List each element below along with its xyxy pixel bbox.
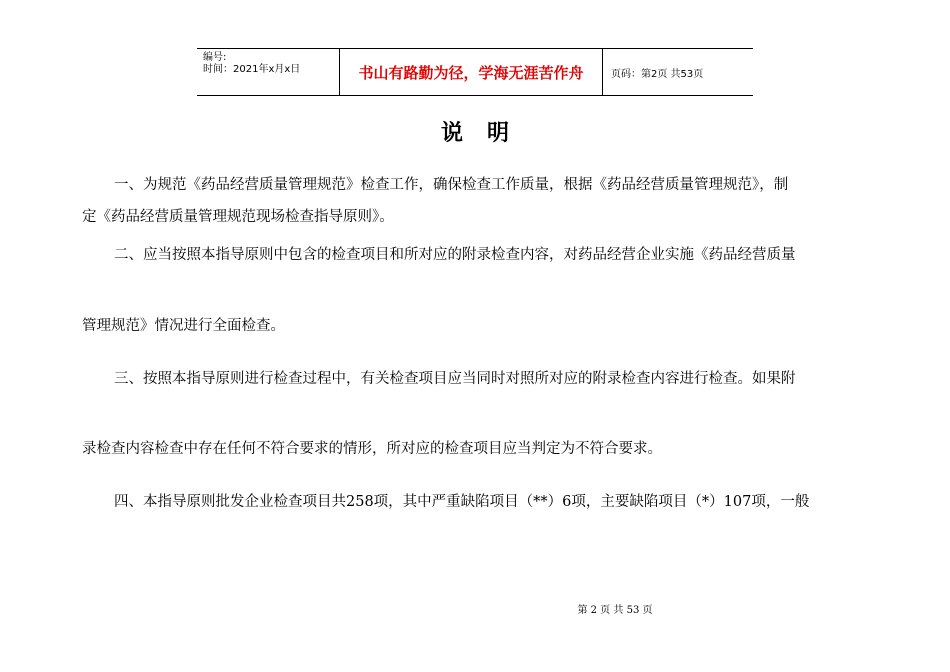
header-motto: 书山有路勤为径，学海无涯苦作舟 [340, 49, 603, 95]
page-header [197, 48, 753, 96]
paragraph-2-line-1: 二、应当按照本指导原则中包含的检查项目和所对应的附录检查内容，对药品经营企业实施《药品经营质量 [114, 247, 796, 263]
paragraph-1-line-1: 一、为规范《药品经营质量管理规范》检查工作，确保检查工作质量，根据《药品经营质量管理规范》，制 [114, 177, 789, 193]
time-label: 时间：2021年x月x日 [203, 64, 301, 75]
paragraph-1-line-2: 定《药品经营质量管理规范现场检查指导原则》。 [82, 209, 394, 225]
header-meta-cell [197, 49, 340, 95]
paragraph-4-line-1: 四、本指导原则批发企业检查项目共258项，其中严重缺陷项目（**）6项，主要缺陷项目（*）107项，一般 [114, 494, 810, 510]
header-page-info: 页码：第2页 共53页 [611, 68, 704, 80]
paragraph-3-line-1: 三、按照本指导原则进行检查过程中，有关检查项目应当同时对照所对应的附录检查内容进行检查。如果附 [114, 371, 796, 387]
page-title: 说明 [440, 120, 533, 146]
paragraph-2-line-2: 管理规范》情况进行全面检查。 [82, 318, 285, 334]
paragraph-3-line-2: 录检查内容检查中存在任何不符合要求的情形，所对应的检查项目应当判定为不符合要求。 [82, 441, 662, 457]
number-label: 编号: [203, 52, 227, 63]
page-footer: 第 2 页 共 53 页 [577, 605, 653, 616]
